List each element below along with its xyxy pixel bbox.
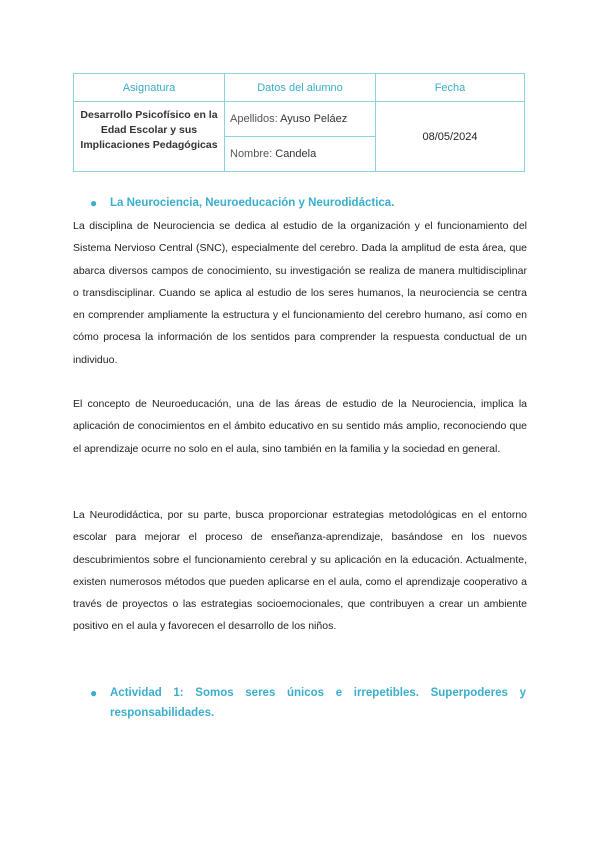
header-info-table [73, 73, 525, 172]
header-datos-alumno: Datos del alumno [225, 74, 376, 102]
surname-label: Apellidos: [230, 113, 278, 125]
paragraph-neurodidactica: La Neurodidáctica, por su parte, busca proporcionar estrategias metodológicas en el entorno escolar para mejorar el proceso de enseñanza-aprendizaje, basándose en los nuevos descubrimientos sobre el funcionamiento cerebral y su aplicación en la educación. Actualmente, existen numerosos métodos que pueden aplicarse en el aula, como el aprendizaje cooperativo a través de proyectos o las estrategias socioemocionales, que contribuyen a crear un ambiente positivo en el aula y favorecen el desarrollo de los niños. [73, 509, 527, 633]
surname-value: Ayuso Peláez [280, 113, 348, 125]
table-header-row [74, 74, 525, 102]
surname-cell [225, 102, 376, 137]
name-cell [225, 137, 376, 172]
subject-cell: Desarrollo Psicofísico en la Edad Escolar y sus Implicaciones Pedagógicas [74, 102, 225, 172]
paragraph-neuroeducacion: El concepto de Neuroeducación, una de las áreas de estudio de la Neurociencia, implica la aplicación de conocimientos en el ámbito educativo en su sentido más amplio, reconociendo que el aprendizaje ocurre no solo en el aula, sino también en la familia y la sociedad en general. [73, 398, 527, 455]
table-row [74, 102, 525, 137]
bullet-icon: ● [90, 196, 98, 210]
paragraph-neurociencia: La disciplina de Neurociencia se dedica al estudio de la organización y el funcionamiento del Sistema Nervioso Central (SNC), especialmente del cerebro. Dada la amplitud de esta área, que abarca diversos campos de conocimiento, su investigación se realiza de manera multidisciplinar o transdisciplinar. Cuando se aplica al estudio de los seres humanos, la neurociencia se centra en comprender ampliamente la estructura y el funcionamiento del cerebro humano, así como en cómo procesa la información de los sentidos para comprender la respuesta conductual de un individuo. [73, 220, 527, 366]
section-title: La Neurociencia, Neuroeducación y Neurodidáctica. [110, 197, 395, 209]
header-asignatura: Asignatura [74, 74, 225, 102]
date-cell: 08/05/2024 [376, 102, 525, 172]
bullet-icon: ● [90, 686, 98, 700]
header-fecha: Fecha [376, 74, 525, 102]
activity-title: Actividad 1: Somos seres únicos e irrepetibles. Superpoderes y responsabilidades. [110, 687, 526, 719]
name-label: Nombre: [230, 148, 273, 160]
name-value: Candela [275, 148, 317, 160]
